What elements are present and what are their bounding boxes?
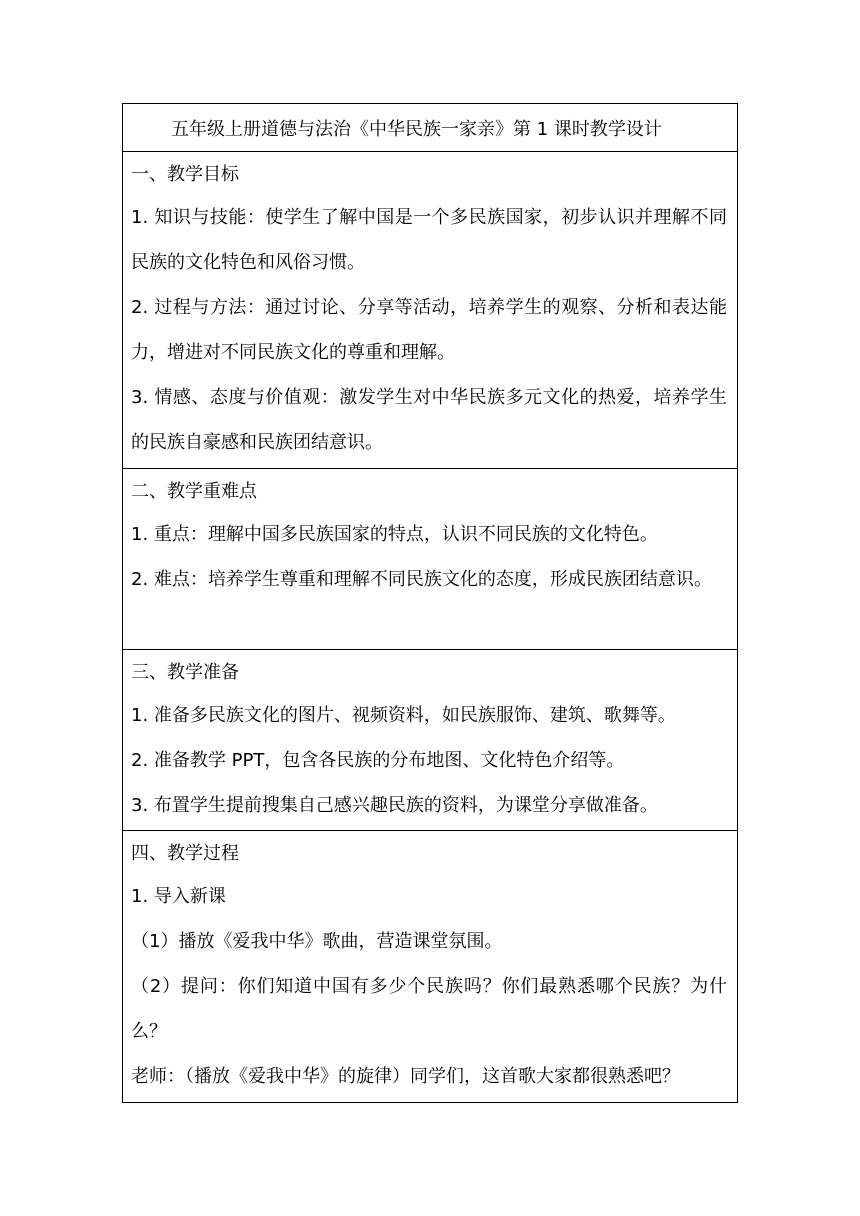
paragraph: 2. 难点：培养学生尊重和理解不同民族文化的态度，形成民族团结意识。 (131, 569, 712, 590)
paragraph: 2. 过程与方法：通过讨论、分享等活动，培养学生的观察、分析和表达能力，增进对不同民族文化的尊重和理解。 (131, 297, 727, 363)
paragraph: 1. 重点：理解中国多民族国家的特点，认识不同民族的文化特色。 (131, 524, 658, 545)
section-teaching-objectives (123, 151, 737, 468)
paragraph: 2. 准备教学 PPT，包含各民族的分布地图、文化特色介绍等。 (131, 750, 625, 771)
section-teaching-preparation (123, 649, 737, 830)
lesson-plan-table (122, 103, 738, 1103)
paragraph: （1）播放《爱我中华》歌曲，营造课堂氛围。 (131, 931, 503, 952)
paragraph: 3. 情感、态度与价值观：激发学生对中华民族多元文化的热爱，培养学生的民族自豪感和民族团结意识。 (131, 387, 727, 453)
document-title: 五年级上册道德与法治《中华民族一家亲》第 1 课时教学设计 (171, 118, 662, 140)
section-teaching-process (123, 830, 737, 1102)
section-heading: 三、教学准备 (131, 662, 239, 683)
title-row (123, 104, 737, 151)
section-key-difficult-points (123, 468, 737, 649)
paragraph: （2）提问：你们知道中国有多少个民族吗？你们最熟悉哪个民族？为什么？ (131, 976, 727, 1042)
paragraph: 1. 准备多民族文化的图片、视频资料，如民族服饰、建筑、歌舞等。 (131, 705, 676, 726)
section-heading: 二、教学重难点 (131, 481, 257, 502)
paragraph: 1. 导入新课 (131, 886, 226, 907)
section-heading: 四、教学过程 (131, 843, 239, 864)
paragraph: 3. 布置学生提前搜集自己感兴趣民族的资料，为课堂分享做准备。 (131, 795, 658, 816)
paragraph: 老师：（播放《爱我中华》的旋律）同学们，这首歌大家都很熟悉吧？ (131, 1066, 680, 1087)
section-heading: 一、教学目标 (131, 164, 239, 185)
paragraph: 1. 知识与技能：使学生了解中国是一个多民族国家，初步认识并理解不同民族的文化特色和风俗习惯。 (131, 207, 727, 273)
